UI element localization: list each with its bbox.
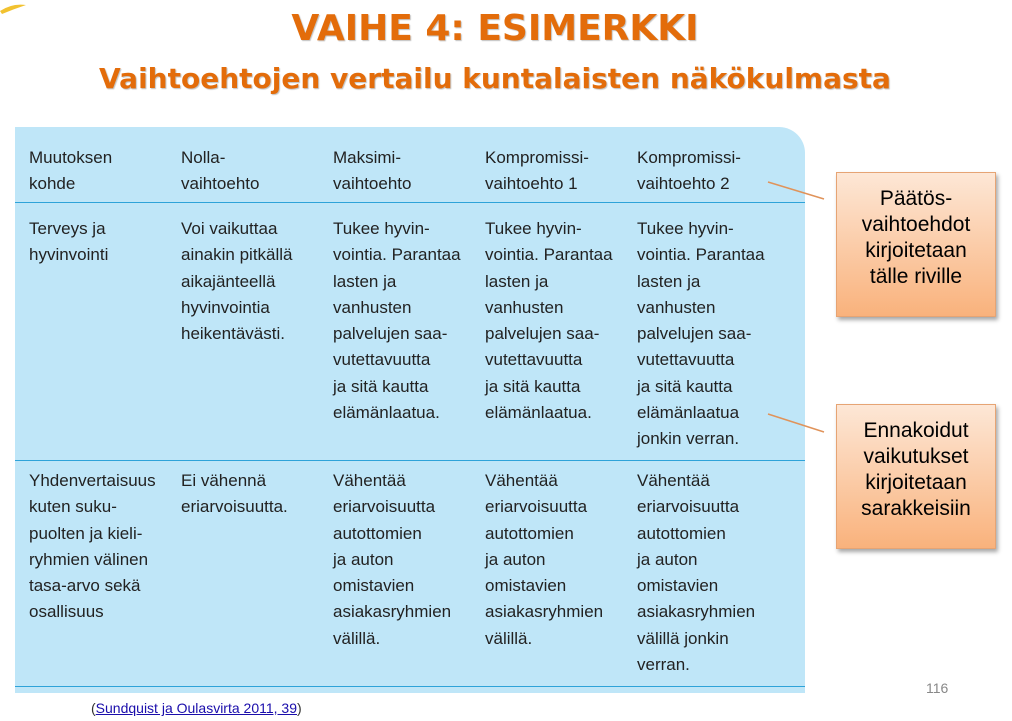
table-cell: Vähentää eriarvoisuutta autottomien ja auton omistavien asiakasryhmien välillä.: [485, 471, 604, 648]
callout-decision-options: Päätös- vaihtoehdot kirjoitetaan tälle riville: [836, 172, 996, 317]
table-cell: Yhdenvertaisuus kuten suku- puolten ja kieli- ryhmien välinen tasa-arvo sekä osallisuus: [29, 471, 156, 622]
table-cell: Voi vaikuttaa ainakin pitkällä aikajänteellä hyvinvointia heikentävästi.: [181, 219, 293, 344]
table-cell: Tukee hyvin- vointia. Parantaa lasten ja vanhusten palvelujen saa- vutettavuutta ja sitä kautta elämänlaatua.: [485, 219, 613, 423]
citation-close: ): [296, 700, 302, 716]
table-header-cell: Muutoksen kohde: [29, 148, 113, 194]
table-header-cell: Kompromissi- vaihtoehto 2: [637, 148, 741, 194]
callout-predicted-effects: Ennakoidut vaikutukset kirjoitetaan sarakkeisiin: [836, 404, 996, 549]
table-header-cell: Nolla- vaihtoehto: [181, 148, 260, 194]
table-header-cell: Maksimi- vaihtoehto: [333, 148, 412, 194]
table-cell: Vähentää eriarvoisuutta autottomien ja auton omistavien asiakasryhmien välillä.: [333, 471, 452, 648]
page-subtitle: Vaihtoehtojen vertailu kuntalaisten näkökulmasta: [99, 62, 891, 95]
page-title: VAIHE 4: ESIMERKKI: [291, 8, 699, 49]
citation-open: (: [91, 700, 96, 716]
table-cell: Tukee hyvin- vointia. Parantaa lasten ja vanhusten palvelujen saa- vutettavuutta ja sitä kautta elämänlaatua jonkin verran.: [637, 219, 765, 449]
page-number: 116: [926, 680, 949, 696]
table-cell: Vähentää eriarvoisuutta autottomien ja auton omistavien asiakasryhmien välillä jonkin verran.: [637, 471, 756, 675]
table-cell: Terveys ja hyvinvointi: [29, 219, 109, 265]
citation-link[interactable]: Sundquist ja Oulasvirta 2011, 39: [95, 700, 297, 716]
table-cell: Ei vähennä eriarvoisuutta.: [181, 471, 288, 517]
citation: [91, 700, 302, 716]
table-header-cell: Kompromissi- vaihtoehto 1: [485, 148, 589, 194]
table-cell: Tukee hyvin- vointia. Parantaa lasten ja vanhusten palvelujen saa- vutettavuutta ja sitä kautta elämänlaatua.: [333, 219, 461, 423]
